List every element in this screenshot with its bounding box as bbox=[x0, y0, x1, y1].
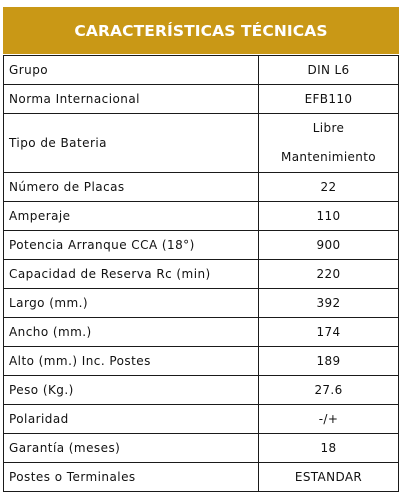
spec-label-ancho: Ancho (mm.) bbox=[4, 318, 259, 347]
spec-label-tipo-de-bateria: Tipo de Bateria bbox=[4, 114, 259, 173]
table-row bbox=[4, 347, 399, 376]
spec-label-numero-de-placas: Número de Placas bbox=[4, 173, 259, 202]
spec-value-garantia: 18 bbox=[259, 434, 399, 463]
specs-table bbox=[3, 55, 399, 492]
spec-label-peso: Peso (Kg.) bbox=[4, 376, 259, 405]
table-row bbox=[4, 173, 399, 202]
spec-value-tipo-line1: Libre bbox=[312, 121, 345, 135]
spec-value-ancho: 174 bbox=[259, 318, 399, 347]
table-row bbox=[4, 231, 399, 260]
spec-label-norma-internacional: Norma Internacional bbox=[4, 85, 259, 114]
spec-label-garantia: Garantía (meses) bbox=[4, 434, 259, 463]
table-row bbox=[4, 202, 399, 231]
table-row bbox=[4, 85, 399, 114]
spec-value-peso: 27.6 bbox=[259, 376, 399, 405]
spec-label-postes-o-terminales: Postes o Terminales bbox=[4, 463, 259, 492]
table-row bbox=[4, 376, 399, 405]
spec-value-tipo-line2: Mantenimiento bbox=[281, 150, 376, 164]
spec-label-alto: Alto (mm.) Inc. Postes bbox=[4, 347, 259, 376]
spec-value-polaridad: -/+ bbox=[259, 405, 399, 434]
table-row bbox=[4, 318, 399, 347]
spec-value-capacidad-de-reserva: 220 bbox=[259, 260, 399, 289]
spec-value-postes-o-terminales: ESTANDAR bbox=[259, 463, 399, 492]
spec-value-norma-internacional: EFB110 bbox=[259, 85, 399, 114]
spec-label-grupo: Grupo bbox=[4, 56, 259, 85]
spec-value-alto: 189 bbox=[259, 347, 399, 376]
spec-value-largo: 392 bbox=[259, 289, 399, 318]
spec-label-capacidad-de-reserva: Capacidad de Reserva Rc (min) bbox=[4, 260, 259, 289]
table-row bbox=[4, 56, 399, 85]
spec-label-potencia-arranque: Potencia Arranque CCA (18°) bbox=[4, 231, 259, 260]
table-row bbox=[4, 114, 399, 173]
spec-value-grupo: DIN L6 bbox=[259, 56, 399, 85]
spec-label-amperaje: Amperaje bbox=[4, 202, 259, 231]
table-row bbox=[4, 260, 399, 289]
table-row bbox=[4, 463, 399, 492]
table-row bbox=[4, 289, 399, 318]
table-row bbox=[4, 405, 399, 434]
specs-header bbox=[3, 7, 399, 54]
specs-title: CARACTERÍSTICAS TÉCNICAS bbox=[74, 21, 328, 40]
spec-label-polaridad: Polaridad bbox=[4, 405, 259, 434]
technical-specs-card bbox=[3, 7, 399, 492]
spec-value-numero-de-placas: 22 bbox=[259, 173, 399, 202]
spec-value-tipo-de-bateria bbox=[259, 114, 399, 173]
spec-value-potencia-arranque: 900 bbox=[259, 231, 399, 260]
spec-label-largo: Largo (mm.) bbox=[4, 289, 259, 318]
table-row bbox=[4, 434, 399, 463]
spec-value-amperaje: 110 bbox=[259, 202, 399, 231]
